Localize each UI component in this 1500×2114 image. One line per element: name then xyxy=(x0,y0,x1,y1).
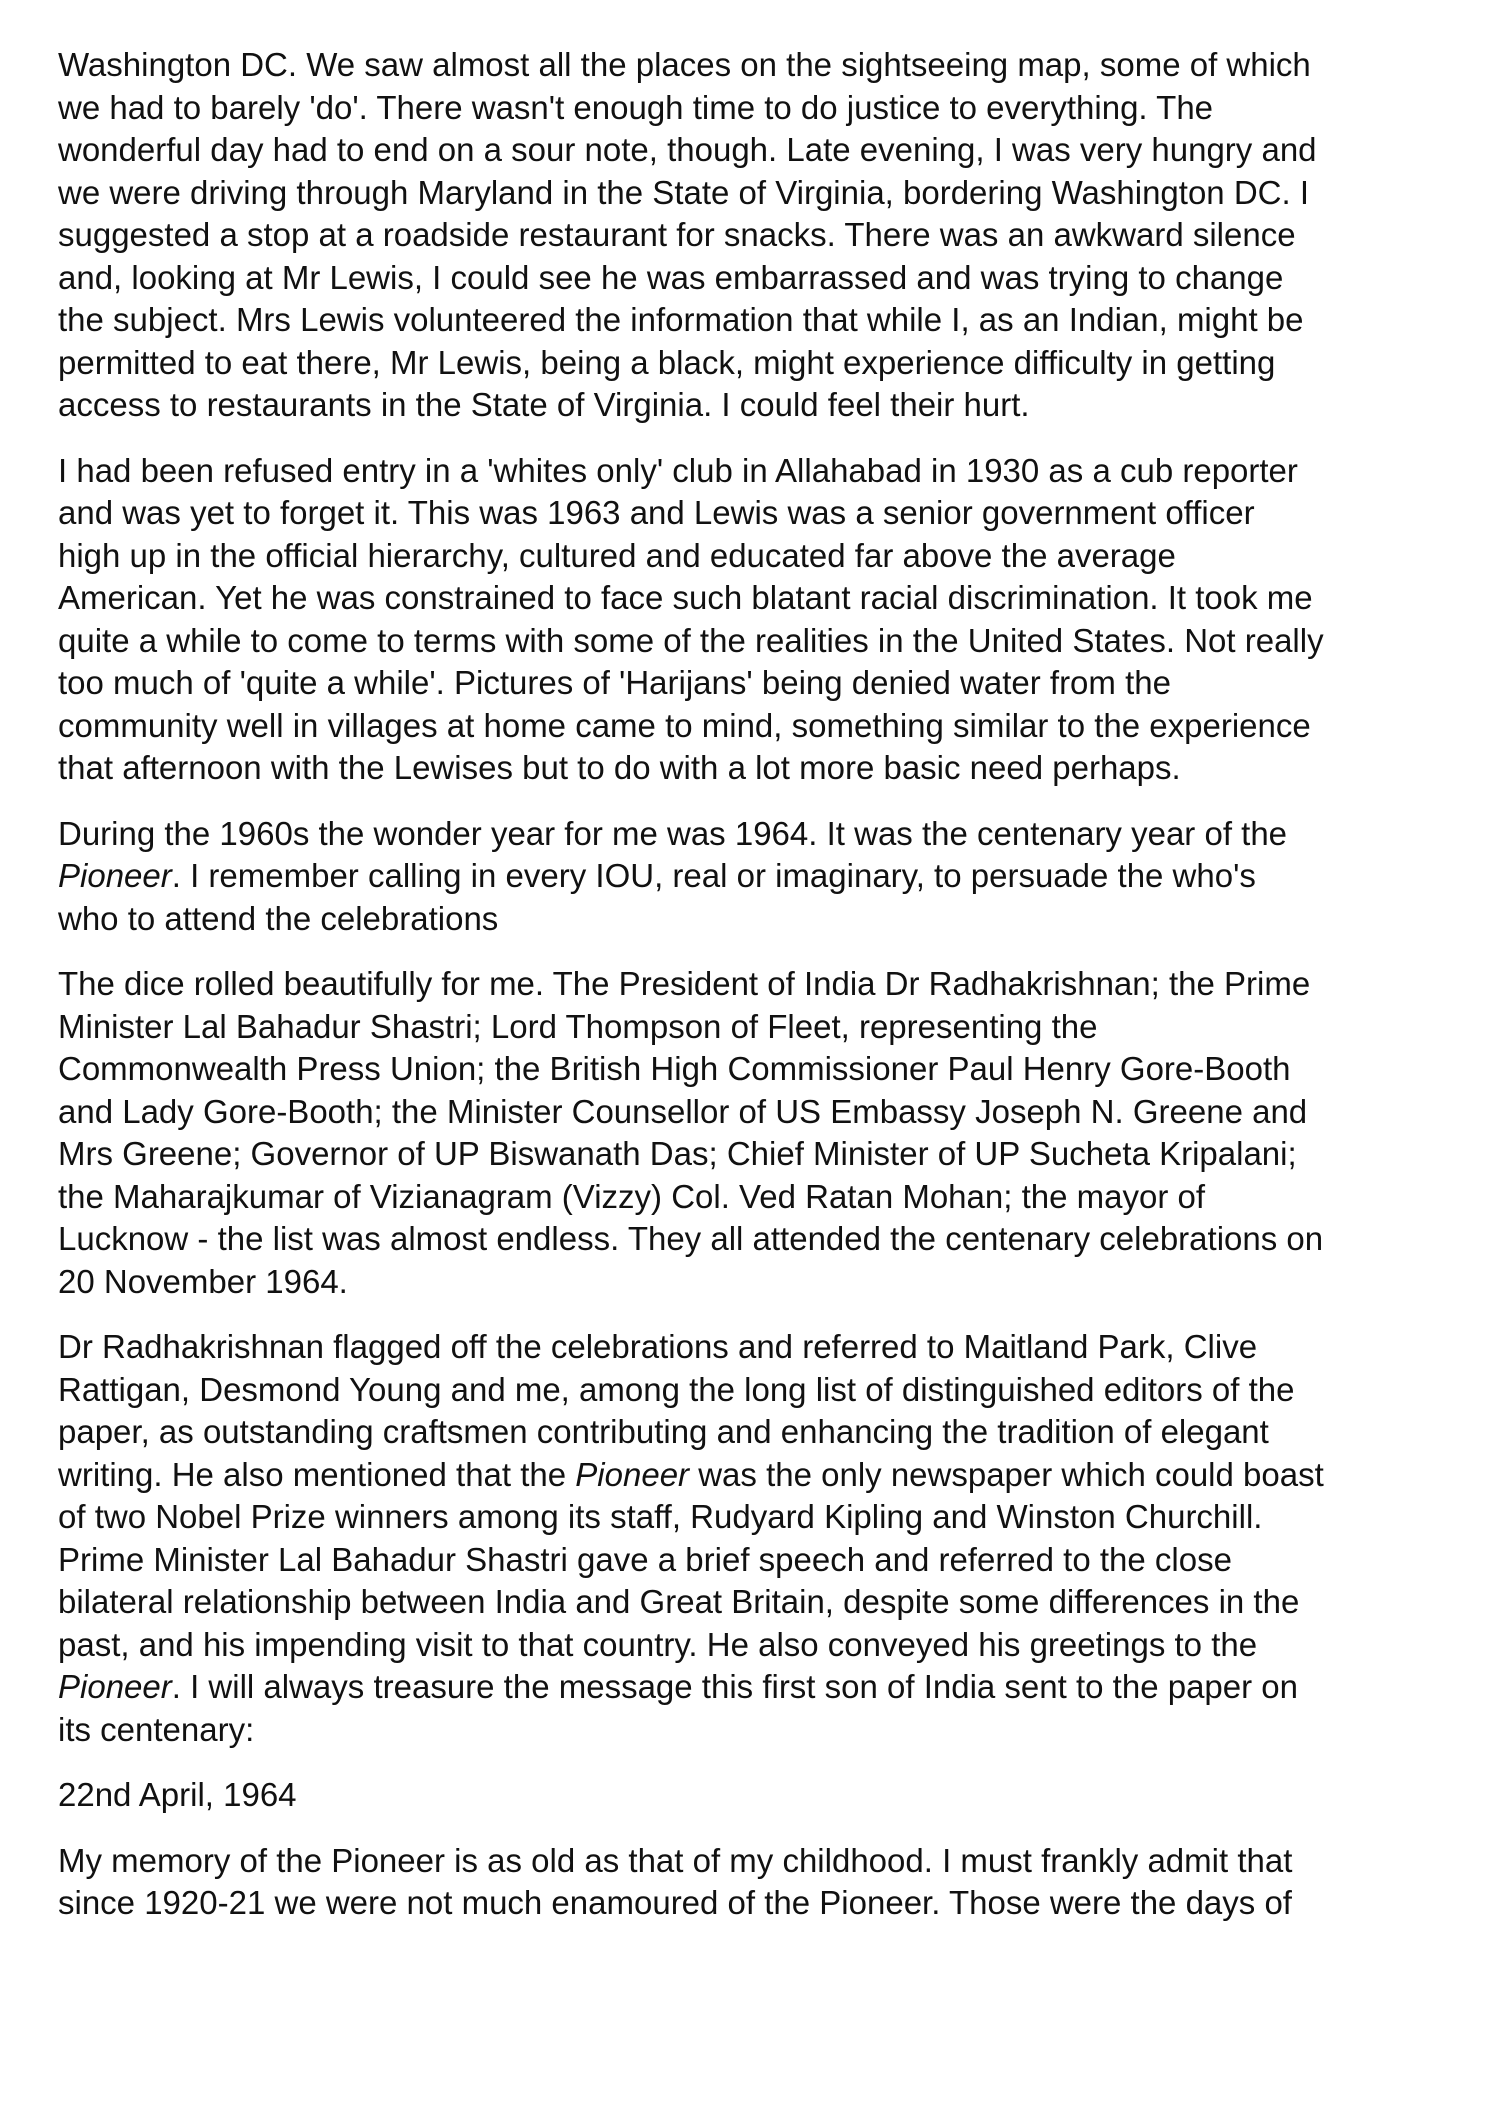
text-line xyxy=(58,1454,1468,1497)
text-run: was the only newspaper which could boast xyxy=(689,1455,1324,1493)
text-run: writing. He also mentioned that the xyxy=(58,1455,576,1493)
text-line: American. Yet he was constrained to face such blatant racial discrimination. It took me xyxy=(58,579,1313,616)
text-line: past, and his impending visit to that country. He also conveyed his greetings to the xyxy=(58,1625,1258,1663)
text-line: of two Nobel Prize winners among its staff, Rudyard Kipling and Winston Churchill. xyxy=(58,1498,1263,1535)
text-line xyxy=(58,855,1468,898)
pioneer-title: Pioneer xyxy=(575,1455,690,1493)
paragraph-racial-discrimination xyxy=(58,450,1468,790)
text-line: My memory of the Pioneer is as old as that of my childhood. I must frankly admit that xyxy=(58,1841,1293,1879)
text-line: During the 1960s the wonder year for me was 1964. It was the centenary year of the xyxy=(58,814,1288,852)
paragraph-washington-visit xyxy=(58,44,1468,427)
text-line: the Maharajkumar of Vizianagram (Vizzy) Col. Ved Ratan Mohan; the mayor of xyxy=(58,1177,1205,1215)
text-line: Prime Minister Lal Bahadur Shastri gave a brief speech and referred to the close xyxy=(58,1540,1232,1578)
text-line: Commonwealth Press Union; the British High Commissioner Paul Henry Gore-Booth xyxy=(58,1050,1291,1087)
text-line: Rattigan, Desmond Young and me, among the long list of distinguished editors of the xyxy=(58,1370,1295,1408)
document-page xyxy=(58,44,1468,1948)
text-line: bilateral relationship between India and Great Britain, despite some differences in the xyxy=(58,1583,1300,1620)
text-line: since 1920-21 we were not much enamoured of the Pioneer. Those were the days of xyxy=(58,1884,1292,1921)
text-line: and Lady Gore-Booth; the Minister Counsellor of US Embassy Joseph N. Greene and xyxy=(58,1092,1308,1130)
text-line: community well in villages at home came to mind, something similar to the experience xyxy=(58,706,1311,744)
pioneer-title: Pioneer xyxy=(58,857,172,894)
text-line: and was yet to forget it. This was 1963 and Lewis was a senior government officer xyxy=(58,494,1255,531)
text-line: I had been refused entry in a 'whites only' club in Allahabad in 1930 as a cub reporter xyxy=(58,451,1298,489)
text-line: access to restaurants in the State of Virginia. I could feel their hurt. xyxy=(58,386,1030,423)
text-run: . I will always treasure the message this first son of India sent to the paper on xyxy=(171,1668,1298,1705)
text-line: paper, as outstanding craftsmen contributing and enhancing the tradition of elegant xyxy=(58,1413,1269,1450)
text-line: who to attend the celebrations xyxy=(58,899,499,937)
text-line: and, looking at Mr Lewis, I could see he was embarrassed and was trying to change xyxy=(58,258,1284,296)
pioneer-title: Pioneer xyxy=(58,1668,172,1705)
text-line: The dice rolled beautifully for me. The President of India Dr Radhakrishnan; the Prime xyxy=(58,965,1311,1002)
text-run: . I remember calling in every IOU, real or imaginary, to persuade the who's xyxy=(171,857,1256,894)
text-line: suggested a stop at a roadside restaurant for snacks. There was an awkward silence xyxy=(58,216,1296,253)
text-line: Minister Lal Bahadur Shastri; Lord Thompson of Fleet, representing the xyxy=(58,1007,1098,1045)
text-line: Dr Radhakrishnan flagged off the celebrations and referred to Maitland Park, Clive xyxy=(58,1328,1258,1365)
text-line: too much of 'quite a while'. Pictures of 'Harijans' being denied water from the xyxy=(58,664,1171,701)
text-line: permitted to eat there, Mr Lewis, being a black, might experience difficulty in getting xyxy=(58,343,1276,381)
text-line: the subject. Mrs Lewis volunteered the information that while I, as an Indian, might be xyxy=(58,301,1304,338)
text-line: Lucknow - the list was almost endless. They all attended the centenary celebrations on xyxy=(58,1220,1324,1257)
paragraph-message-body xyxy=(58,1840,1468,1925)
text-line: 20 November 1964. xyxy=(58,1262,348,1300)
text-line: high up in the official hierarchy, cultured and educated far above the average xyxy=(58,536,1176,574)
text-line: we were driving through Maryland in the State of Virginia, bordering Washington DC. I xyxy=(58,173,1309,211)
text-line: Mrs Greene; Governor of UP Biswanath Das; Chief Minister of UP Sucheta Kripalani; xyxy=(58,1135,1297,1172)
text-line: Washington DC. We saw almost all the places on the sightseeing map, some of which xyxy=(58,46,1311,83)
paragraph-celebrations-speeches xyxy=(58,1326,1468,1751)
text-line: that afternoon with the Lewises but to do with a lot more basic need perhaps. xyxy=(58,749,1181,786)
text-line: we had to barely 'do'. There wasn't enough time to do justice to everything. The xyxy=(58,88,1214,126)
text-line: quite a while to come to terms with some of the realities in the United States. Not really xyxy=(58,621,1324,659)
message-date: 22nd April, 1964 xyxy=(58,1776,297,1813)
paragraph-guest-list xyxy=(58,963,1468,1303)
text-line xyxy=(58,1666,1468,1709)
text-line: its centenary: xyxy=(58,1710,255,1748)
text-line: wonderful day had to end on a sour note, though. Late evening, I was very hungry and xyxy=(58,131,1317,168)
paragraph-centenary-year xyxy=(58,813,1468,941)
